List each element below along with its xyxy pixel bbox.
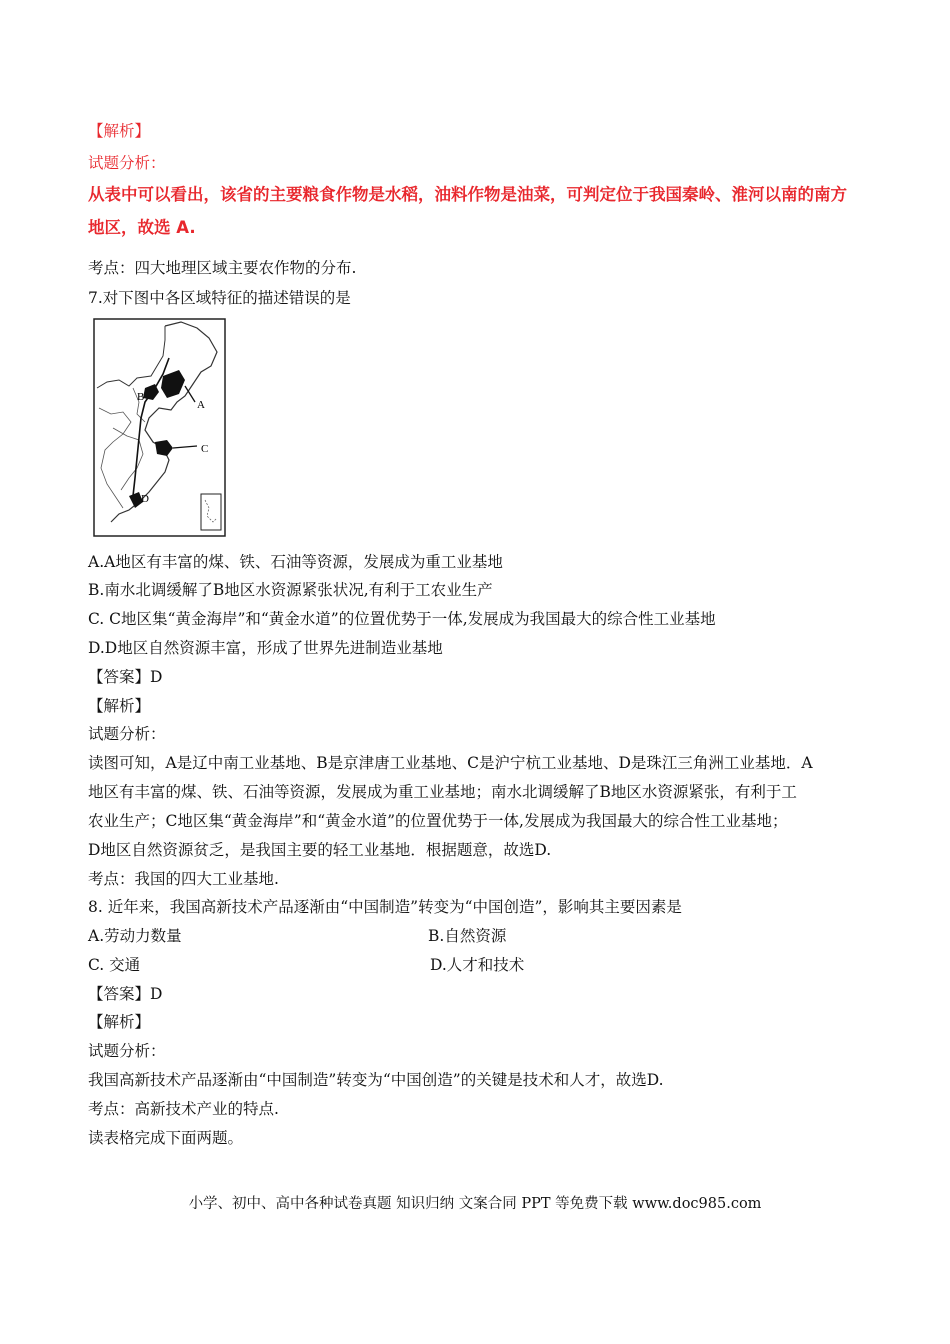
prev-analysis-text-2: 地区，故选 A. <box>88 218 196 237</box>
q8-point: 考点：高新技术产业的特点. <box>88 1100 279 1118</box>
q7-analysis-tag: 【解析】 <box>88 697 151 715</box>
china-industrial-base-map <box>93 318 226 537</box>
q7-option-b: B.南水北调缓解了B地区水资源紧张状况,有利于工农业生产 <box>88 581 493 599</box>
q7-answer: 【答案】D <box>88 668 163 686</box>
q7-analysis-line-2: 地区有丰富的煤、铁、石油等资源，发展成为重工业基地；南水北调缓解了B地区水资源紧张，有利于工 <box>88 783 797 801</box>
q8-option-c: C. 交通 <box>88 956 141 974</box>
next-instruction: 读表格完成下面两题。 <box>88 1129 244 1147</box>
q8-analysis-label: 试题分析： <box>88 1042 166 1060</box>
q8-option-b: B.自然资源 <box>428 927 507 945</box>
q8-option-a: A.劳动力数量 <box>88 927 182 945</box>
label-a: A <box>197 399 205 411</box>
q7-option-a: A.A地区有丰富的煤、铁、石油等资源，发展成为重工业基地 <box>88 553 503 571</box>
q8-analysis-tag: 【解析】 <box>88 1013 151 1031</box>
q8-analysis-text: 我国高新技术产品逐渐由“中国制造”转变为“中国创造”的关键是技术和人才，故选D. <box>88 1071 664 1089</box>
q8-stem: 8. 近年来，我国高新技术产品逐渐由“中国制造”转变为“中国创造”，影响其主要因素是 <box>88 898 682 916</box>
label-c: C <box>201 443 209 455</box>
prev-analysis-tag: 【解析】 <box>88 122 151 140</box>
prev-point: 考点：四大地理区域主要农作物的分布. <box>88 259 357 277</box>
q7-analysis-line-4: D地区自然资源贫乏，是我国主要的轻工业基地．根据题意，故选D. <box>88 841 552 859</box>
prev-analysis-label: 试题分析： <box>88 154 166 172</box>
q7-option-c: C. C地区集“黄金海岸”和“黄金水道”的位置优势于一体,发展成为我国最大的综合性工业基地 <box>88 610 716 628</box>
q7-point: 考点：我国的四大工业基地. <box>88 870 279 888</box>
label-b: B <box>137 391 145 403</box>
q7-stem: 7.对下图中各区域特征的描述错误的是 <box>88 289 351 307</box>
south-sea-inset <box>201 494 221 530</box>
q7-option-d: D.D地区自然资源丰富，形成了世界先进制造业基地 <box>88 639 443 657</box>
q7-analysis-line-1: 读图可知，A是辽中南工业基地、B是京津唐工业基地、C是沪宁杭工业基地、D是珠江三角洲工业基地．A <box>88 754 813 772</box>
q8-option-d: D.人才和技术 <box>430 956 525 974</box>
q7-analysis-line-3: 农业生产；C地区集“黄金海岸”和“黄金水道”的位置优势于一体,发展成为我国最大的综合性工业基地； <box>88 812 788 830</box>
prev-analysis-text-1: 从表中可以看出，该省的主要粮食作物是水稻，油料作物是油菜，可判定位于我国秦岭、淮河以南的南方 <box>88 185 847 204</box>
page-footer: 小学、初中、高中各种试卷真题 知识归纳 文案合同 PPT 等免费下载 www.doc985.com <box>188 1196 762 1212</box>
label-d: D <box>141 493 149 505</box>
q7-analysis-label: 试题分析： <box>88 725 166 743</box>
q8-answer: 【答案】D <box>88 985 163 1003</box>
